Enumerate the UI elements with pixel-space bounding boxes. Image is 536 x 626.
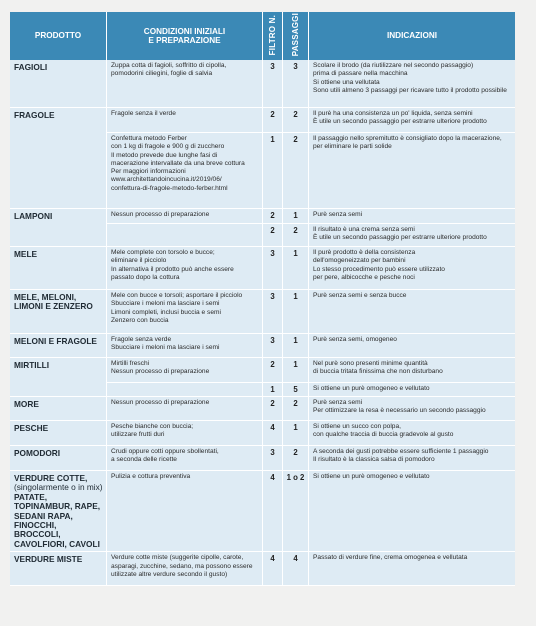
conditions-line: macerazione intervallate da una breve cottura	[111, 159, 245, 167]
filter-number: 3	[263, 446, 283, 471]
conditions-line: Crudi oppure cotti oppure sbollentati,	[111, 448, 219, 455]
conditions-line: confettura-di-fragole-metodo-ferber.html	[111, 184, 228, 192]
indications-cell	[309, 133, 515, 209]
conditions-cell	[107, 421, 263, 446]
product-name-line-1: VERDURE COTTE,	[14, 473, 88, 483]
product-name: MIRTILLI	[10, 358, 107, 397]
conditions-cell	[107, 247, 263, 290]
table-row	[10, 209, 515, 224]
indications-line: Il purè ha una consistenza un po' liquida, senza semini	[313, 110, 473, 117]
indications-line: di buccia tritata finissima che non disturbano	[313, 368, 443, 376]
conditions-line: Mele complete con torsolo e bucce;	[111, 249, 215, 256]
indications-line: Il passaggio nello spremitutto è consigliato dopo la macerazione,	[313, 135, 502, 142]
filter-number: 2	[263, 224, 283, 247]
indications-cell	[309, 247, 515, 290]
product-name-subtitle: (singolarmente o in mix)	[14, 482, 103, 493]
indications-line: Il risultato è una crema senza semi	[313, 226, 415, 233]
indications-cell	[309, 209, 515, 224]
product-name: FRAGOLE	[10, 108, 107, 209]
indications-line: Nel purè sono presenti minime quantità	[313, 360, 428, 367]
passes-count: 1	[283, 209, 309, 224]
passes-count: 1	[283, 247, 309, 290]
indications-line: Purè senza semi	[313, 211, 363, 218]
indications-line: Purè senza semi e senza bucce	[313, 292, 407, 299]
indications-cell	[309, 421, 515, 446]
indications-line: per pere, albicocche e pesche noci	[313, 273, 415, 281]
indications-cell	[309, 446, 515, 471]
passes-count: 1	[283, 421, 309, 446]
header-prodotto: PRODOTTO	[10, 12, 107, 60]
product-name	[10, 471, 107, 552]
conditions-cell	[107, 133, 263, 209]
indications-line: Si ottiene un succo con polpa,	[313, 423, 401, 430]
filter-number: 4	[263, 552, 283, 586]
indications-line: per eliminare le parti solide	[313, 143, 392, 151]
product-name: MELE	[10, 247, 107, 290]
passes-count: 5	[283, 383, 309, 397]
conditions-line: Pesche bianche con buccia;	[111, 423, 194, 430]
conditions-line: Limoni completi, inclusi buccia e semi	[111, 308, 221, 316]
conditions-line: utilizzare frutti duri	[111, 431, 165, 439]
conditions-line: Sbucciare i meloni ma lasciare i semi	[111, 300, 220, 308]
product-name: PESCHE	[10, 421, 107, 446]
indications-line: Lo stesso procedimento può essere utilizzato	[313, 265, 445, 273]
indications-line: Il purè prodotto è della consistenza	[313, 249, 416, 256]
indications-cell	[309, 108, 515, 133]
conditions-cell	[107, 108, 263, 133]
table-row	[10, 60, 515, 108]
filter-number: 2	[263, 358, 283, 383]
passes-count: 4	[283, 552, 309, 586]
filter-number: 2	[263, 209, 283, 224]
indications-line: Purè senza semi, omogeneo	[313, 336, 397, 343]
indications-line: Passato di verdure fine, crema omogenea e vellutata	[313, 554, 468, 562]
passes-count: 2	[283, 224, 309, 247]
conditions-line: con 1 kg di fragole e 900 g di zucchero	[111, 143, 225, 151]
passes-count: 1	[283, 358, 309, 383]
filter-number: 4	[263, 471, 283, 552]
conditions-line: Nessun processo di preparazione	[111, 368, 210, 376]
indications-cell	[309, 358, 515, 383]
indications-cell	[309, 60, 515, 108]
product-table-container	[10, 12, 515, 586]
table-row	[10, 397, 515, 421]
filter-number: 2	[263, 397, 283, 421]
conditions-cell	[107, 383, 263, 397]
indications-line: A seconda dei gusti potrebbe essere sufficiente 1 passaggio	[313, 448, 489, 455]
passes-count: 1 o 2	[283, 471, 309, 552]
filter-number: 3	[263, 247, 283, 290]
indications-line: dell'omogeneizzato per bambini	[313, 257, 406, 265]
filter-number: 3	[263, 60, 283, 108]
conditions-line: Nessun processo di preparazione	[111, 399, 210, 406]
indications-cell	[309, 383, 515, 397]
indications-cell	[309, 290, 515, 334]
product-name: LAMPONI	[10, 209, 107, 247]
filter-number: 4	[263, 421, 283, 446]
conditions-line: Zenzero con buccia	[111, 316, 169, 324]
conditions-line: Mirtilli freschi	[111, 360, 150, 367]
conditions-line: Zuppa cotta di fagioli, soffritto di cipolla,	[111, 62, 227, 69]
conditions-line: Nessun processo di preparazione	[111, 211, 210, 218]
conditions-line: eliminare il picciolo	[111, 257, 167, 265]
passes-count: 3	[283, 60, 309, 108]
indications-line: Si ottiene una vellutata	[313, 78, 380, 86]
filter-number: 1	[263, 133, 283, 209]
table-header-row	[10, 12, 515, 60]
product-name-list: PATATE, TOPINAMBUR, RAPE, SEDANI RAPA, FINOCCHI, BROCCOLI, CAVOLFIORI, CAVOLI	[14, 491, 101, 549]
conditions-cell	[107, 397, 263, 421]
conditions-cell	[107, 446, 263, 471]
indications-line: Per ottimizzare la resa è necessario un secondo passaggio	[313, 407, 486, 415]
passes-count: 2	[283, 397, 309, 421]
conditions-line: Fragole senza verde	[111, 336, 172, 343]
table-row	[10, 108, 515, 133]
indications-cell	[309, 471, 515, 552]
product-name: VERDURE MISTE	[10, 552, 107, 586]
indications-line: prima di passare nella macchina	[313, 70, 408, 78]
conditions-line: a seconda delle ricette	[111, 456, 177, 464]
passes-count: 1	[283, 290, 309, 334]
conditions-line: Verdure cotte miste (suggerite cipolle, carote,	[111, 554, 244, 562]
conditions-cell	[107, 60, 263, 108]
table-row	[10, 421, 515, 446]
conditions-cell	[107, 358, 263, 383]
conditions-cell	[107, 334, 263, 358]
table-row	[10, 290, 515, 334]
table-row	[10, 358, 515, 383]
filter-number: 3	[263, 334, 283, 358]
conditions-line: passato dopo la cottura	[111, 273, 180, 281]
conditions-line: Sbucciare i meloni ma lasciare i semi	[111, 344, 220, 352]
table-row	[10, 552, 515, 586]
header-passaggi-label: PASSAGGI	[290, 13, 300, 57]
conditions-line: pomodorini ciliegini, foglie di salvia	[111, 70, 213, 78]
filter-number: 2	[263, 108, 283, 133]
conditions-cell	[107, 471, 263, 552]
conditions-line: Per maggiori informazioni	[111, 168, 186, 176]
header-condizioni-line-2: E PREPARAZIONE	[148, 36, 221, 45]
indications-line: Si ottiene un purè omogeneo e vellutato	[313, 473, 430, 480]
passes-count: 2	[283, 108, 309, 133]
table-row	[10, 334, 515, 358]
header-indicazioni: INDICAZIONI	[309, 12, 515, 60]
header-passaggi	[283, 12, 309, 60]
indications-line: Si ottiene un purè omogeneo e vellutato	[313, 385, 430, 392]
conditions-cell	[107, 290, 263, 334]
conditions-cell	[107, 224, 263, 247]
product-table	[10, 12, 515, 586]
indications-cell	[309, 397, 515, 421]
filter-number: 1	[263, 383, 283, 397]
conditions-line: Mele con bucce e torsoli; asportare il picciolo	[111, 292, 243, 299]
conditions-cell	[107, 552, 263, 586]
conditions-line: In alternativa il prodotto può anche essere	[111, 265, 234, 273]
indications-line: Il risultato è la classica salsa di pomodoro	[313, 456, 435, 464]
indications-cell	[309, 334, 515, 358]
header-condizioni-line-1: CONDIZIONI INIZIALI	[143, 26, 226, 36]
passes-count: 2	[283, 446, 309, 471]
conditions-line: Fragole senza il verde	[111, 110, 176, 117]
indications-line: con qualche traccia di buccia gradevole al gusto	[313, 431, 454, 439]
indications-line: Scolare il brodo (da riutilizzare nel secondo passaggio)	[313, 62, 474, 69]
passes-count: 2	[283, 133, 309, 209]
conditions-line: asparagi, zucchine, sedano, ma possono essere	[111, 562, 253, 570]
header-filtro-label: FILTRO N.	[267, 14, 277, 55]
table-row	[10, 247, 515, 290]
header-condizioni	[107, 12, 263, 60]
product-name: POMODORI	[10, 446, 107, 471]
conditions-line: Pulizia e cottura preventiva	[111, 473, 191, 480]
indications-cell	[309, 552, 515, 586]
table-row	[10, 471, 515, 552]
conditions-cell	[107, 209, 263, 224]
indications-line: È utile un secondo passaggio per estrarre ulteriore prodotto	[313, 234, 487, 242]
indications-line: Purè senza semi	[313, 399, 363, 406]
product-name: MORE	[10, 397, 107, 421]
indications-cell	[309, 224, 515, 247]
conditions-line: www.architettandoincucina.it/2019/06/	[111, 176, 222, 184]
conditions-line: Il metodo prevede due lunghe fasi di	[111, 151, 218, 159]
indications-line: Sono utili almeno 3 passaggi per ricavare tutto il prodotto possibile	[313, 86, 507, 94]
header-filtro	[263, 12, 283, 60]
passes-count: 1	[283, 334, 309, 358]
product-name: MELE, MELONI, LIMONI E ZENZERO	[10, 290, 107, 334]
conditions-line: utilizzate altre verdure secondo il gusto)	[111, 570, 228, 578]
table-row	[10, 446, 515, 471]
conditions-line: Confettura metodo Ferber	[111, 135, 187, 142]
product-name: FAGIOLI	[10, 60, 107, 108]
product-name: MELONI E FRAGOLE	[10, 334, 107, 358]
filter-number: 3	[263, 290, 283, 334]
indications-line: È utile un secondo passaggio per estrarre ulteriore prodotto	[313, 118, 487, 126]
